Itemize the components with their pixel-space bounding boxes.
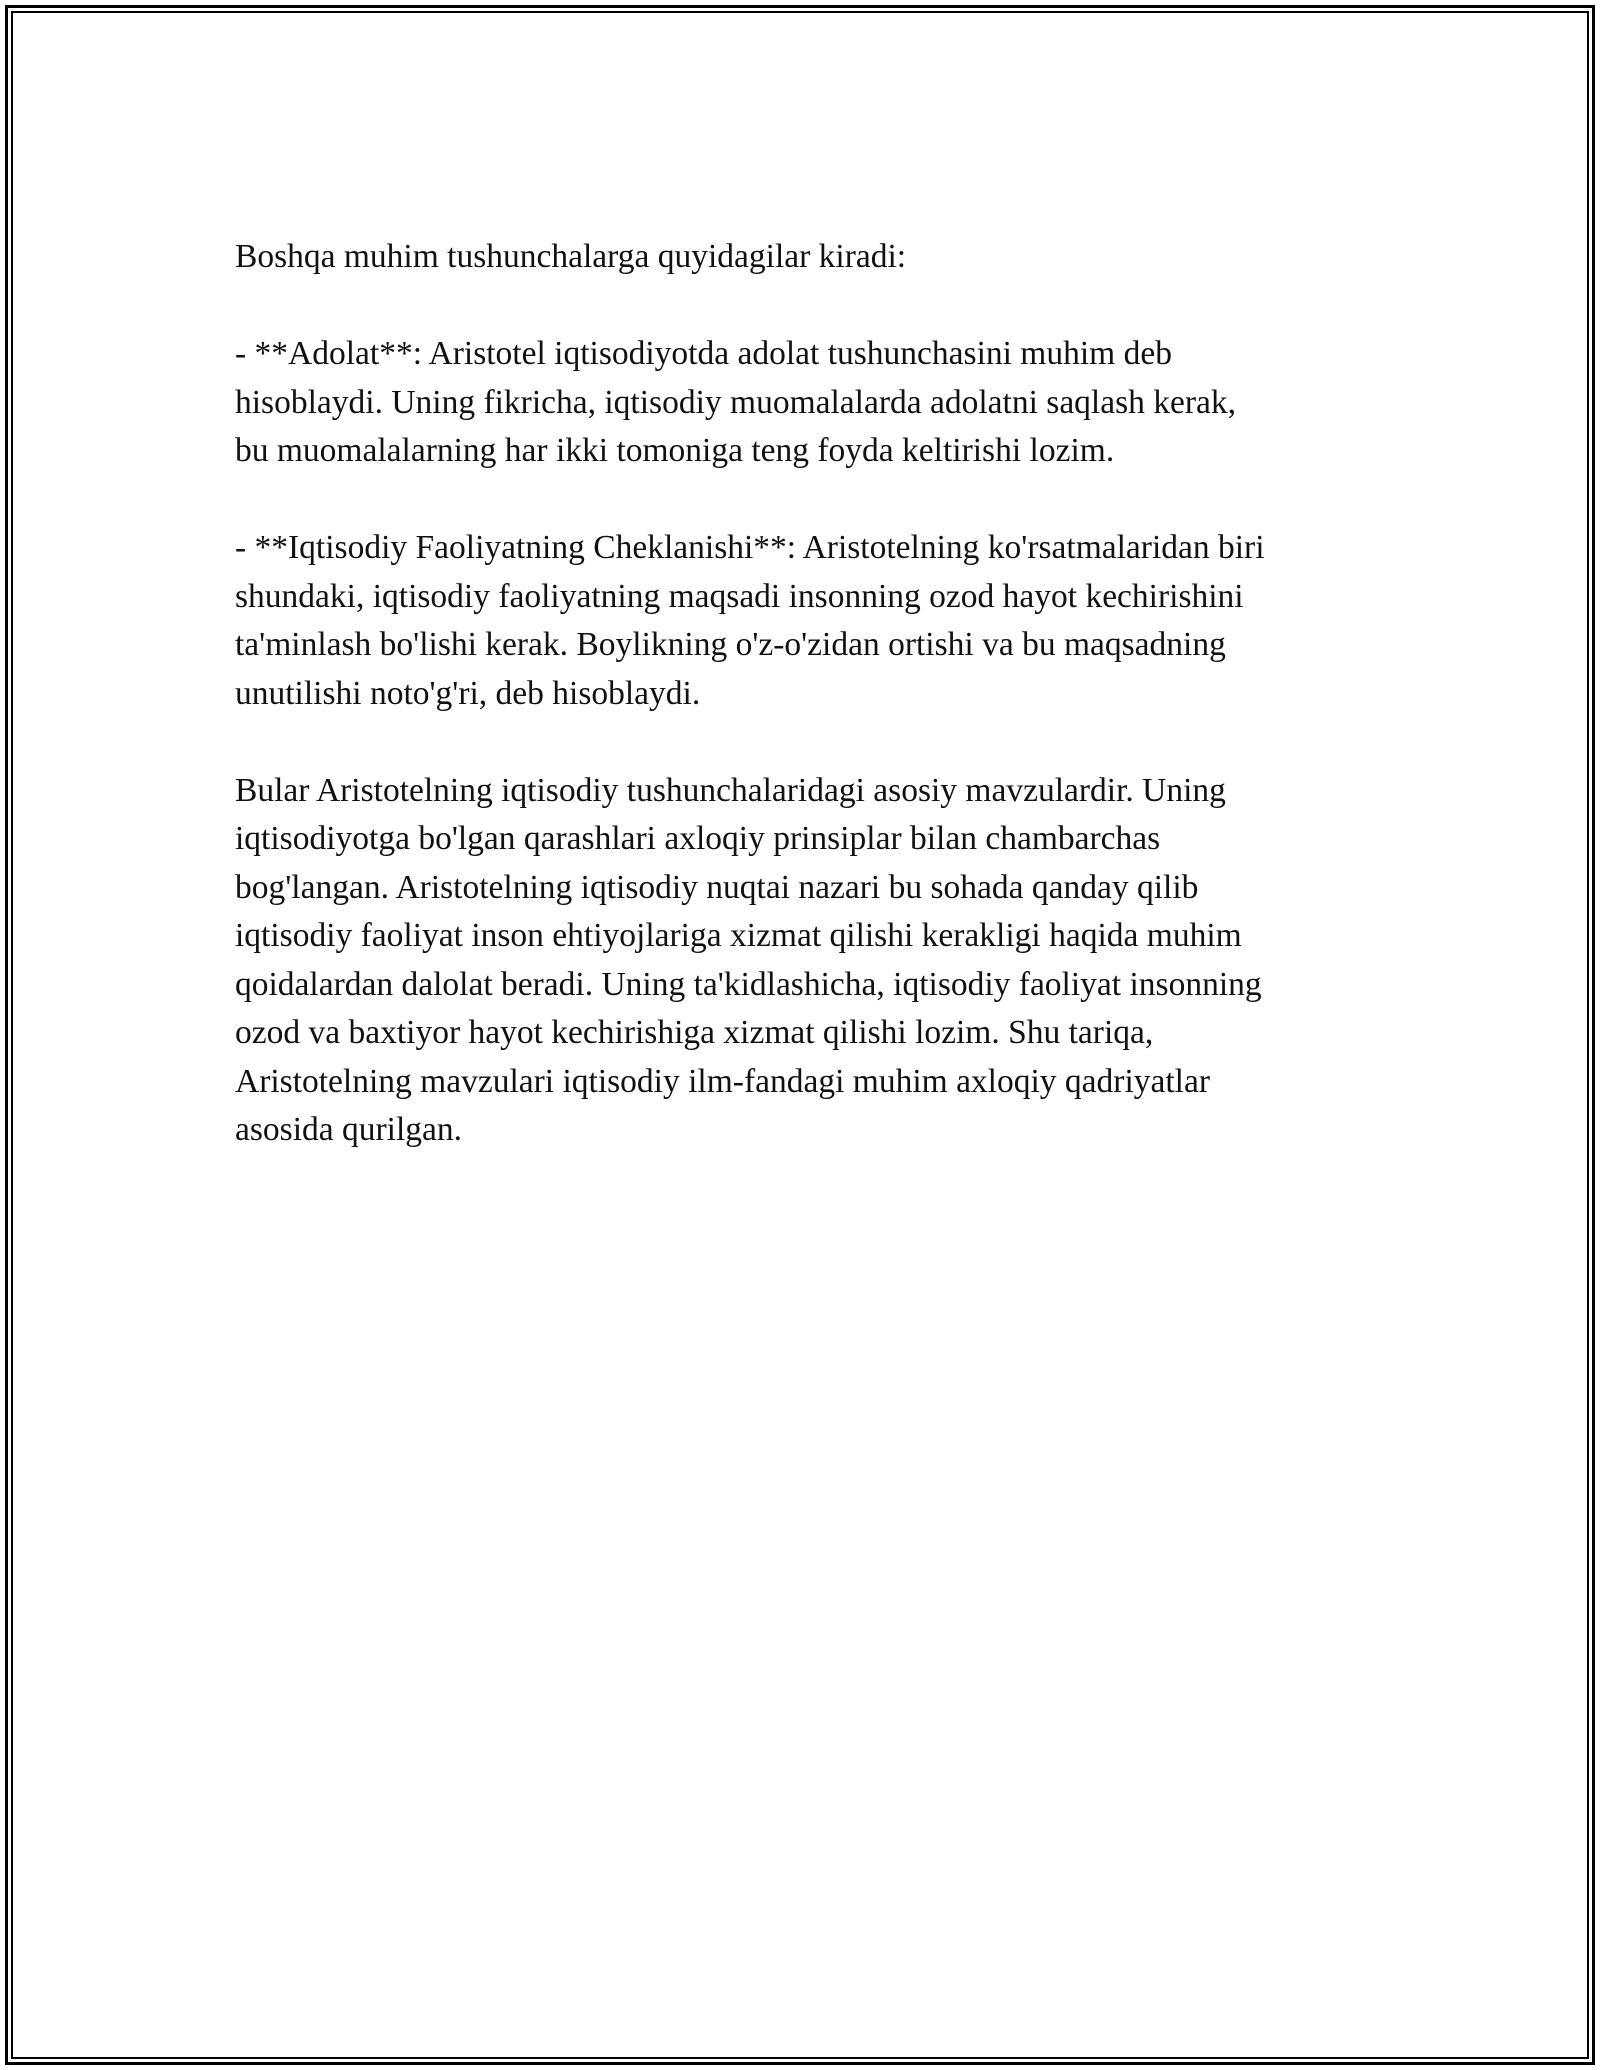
text-line: iqtisodiy faoliyat inson ehtiyojlariga xizmat qilishi kerakligi haqida muhim	[235, 917, 1242, 954]
adolat-paragraph	[235, 330, 1375, 476]
text-line: qoidalardan dalolat beradi. Uning ta'kidlashicha, iqtisodiy faoliyat insonning	[235, 965, 1262, 1003]
text-line: asosida qurilgan.	[235, 1111, 463, 1148]
text-line: bog'langan. Aristotelning iqtisodiy nuqtai nazari bu sohada qanday qilib	[235, 868, 1199, 906]
text-line: - **Adolat**: Aristotel iqtisodiyotda adolat tushunchasini muhim deb	[235, 335, 1172, 372]
text-line: Boshqa muhim tushunchalarga quyidagilar kiradi:	[235, 238, 907, 275]
text-line: Bular Aristotelning iqtisodiy tushunchalaridagi asosiy mavzulardir. Uning	[235, 771, 1226, 809]
text-line: shundaki, iqtisodiy faoliyatning maqsadi insonning ozod hayot kechirishini	[235, 577, 1244, 615]
text-line: iqtisodiyotga bo'lgan qarashlari axloqiy prinsiplar bilan chambarchas	[235, 820, 1161, 857]
document-body	[235, 233, 1375, 1203]
text-line: hisoblaydi. Uning fikricha, iqtisodiy muomalalarda adolatni saqlash kerak,	[235, 383, 1237, 421]
text-line: - **Iqtisodiy Faoliyatning Cheklanishi**: Aristotelning ko'rsatmalaridan biri	[235, 529, 1265, 566]
text-line: unutilishi noto'g'ri, deb hisoblaydi.	[235, 674, 701, 712]
intro-paragraph	[235, 233, 1375, 282]
cheklanishi-paragraph	[235, 524, 1375, 718]
text-line: ta'minlash bo'lishi kerak. Boylikning o'z-o'zidan ortishi va bu maqsadning	[235, 626, 1226, 663]
text-line: bu muomalalarning har ikki tomoniga teng foyda keltirishi lozim.	[235, 432, 1115, 469]
text-line: ozod va baxtiyor hayot kechirishiga xizmat qilishi lozim. Shu tariqa,	[235, 1014, 1154, 1051]
text-line: Aristotelning mavzulari iqtisodiy ilm-fandagi muhim axloqiy qadriyatlar	[235, 1062, 1211, 1100]
conclusion-paragraph	[235, 767, 1375, 1155]
